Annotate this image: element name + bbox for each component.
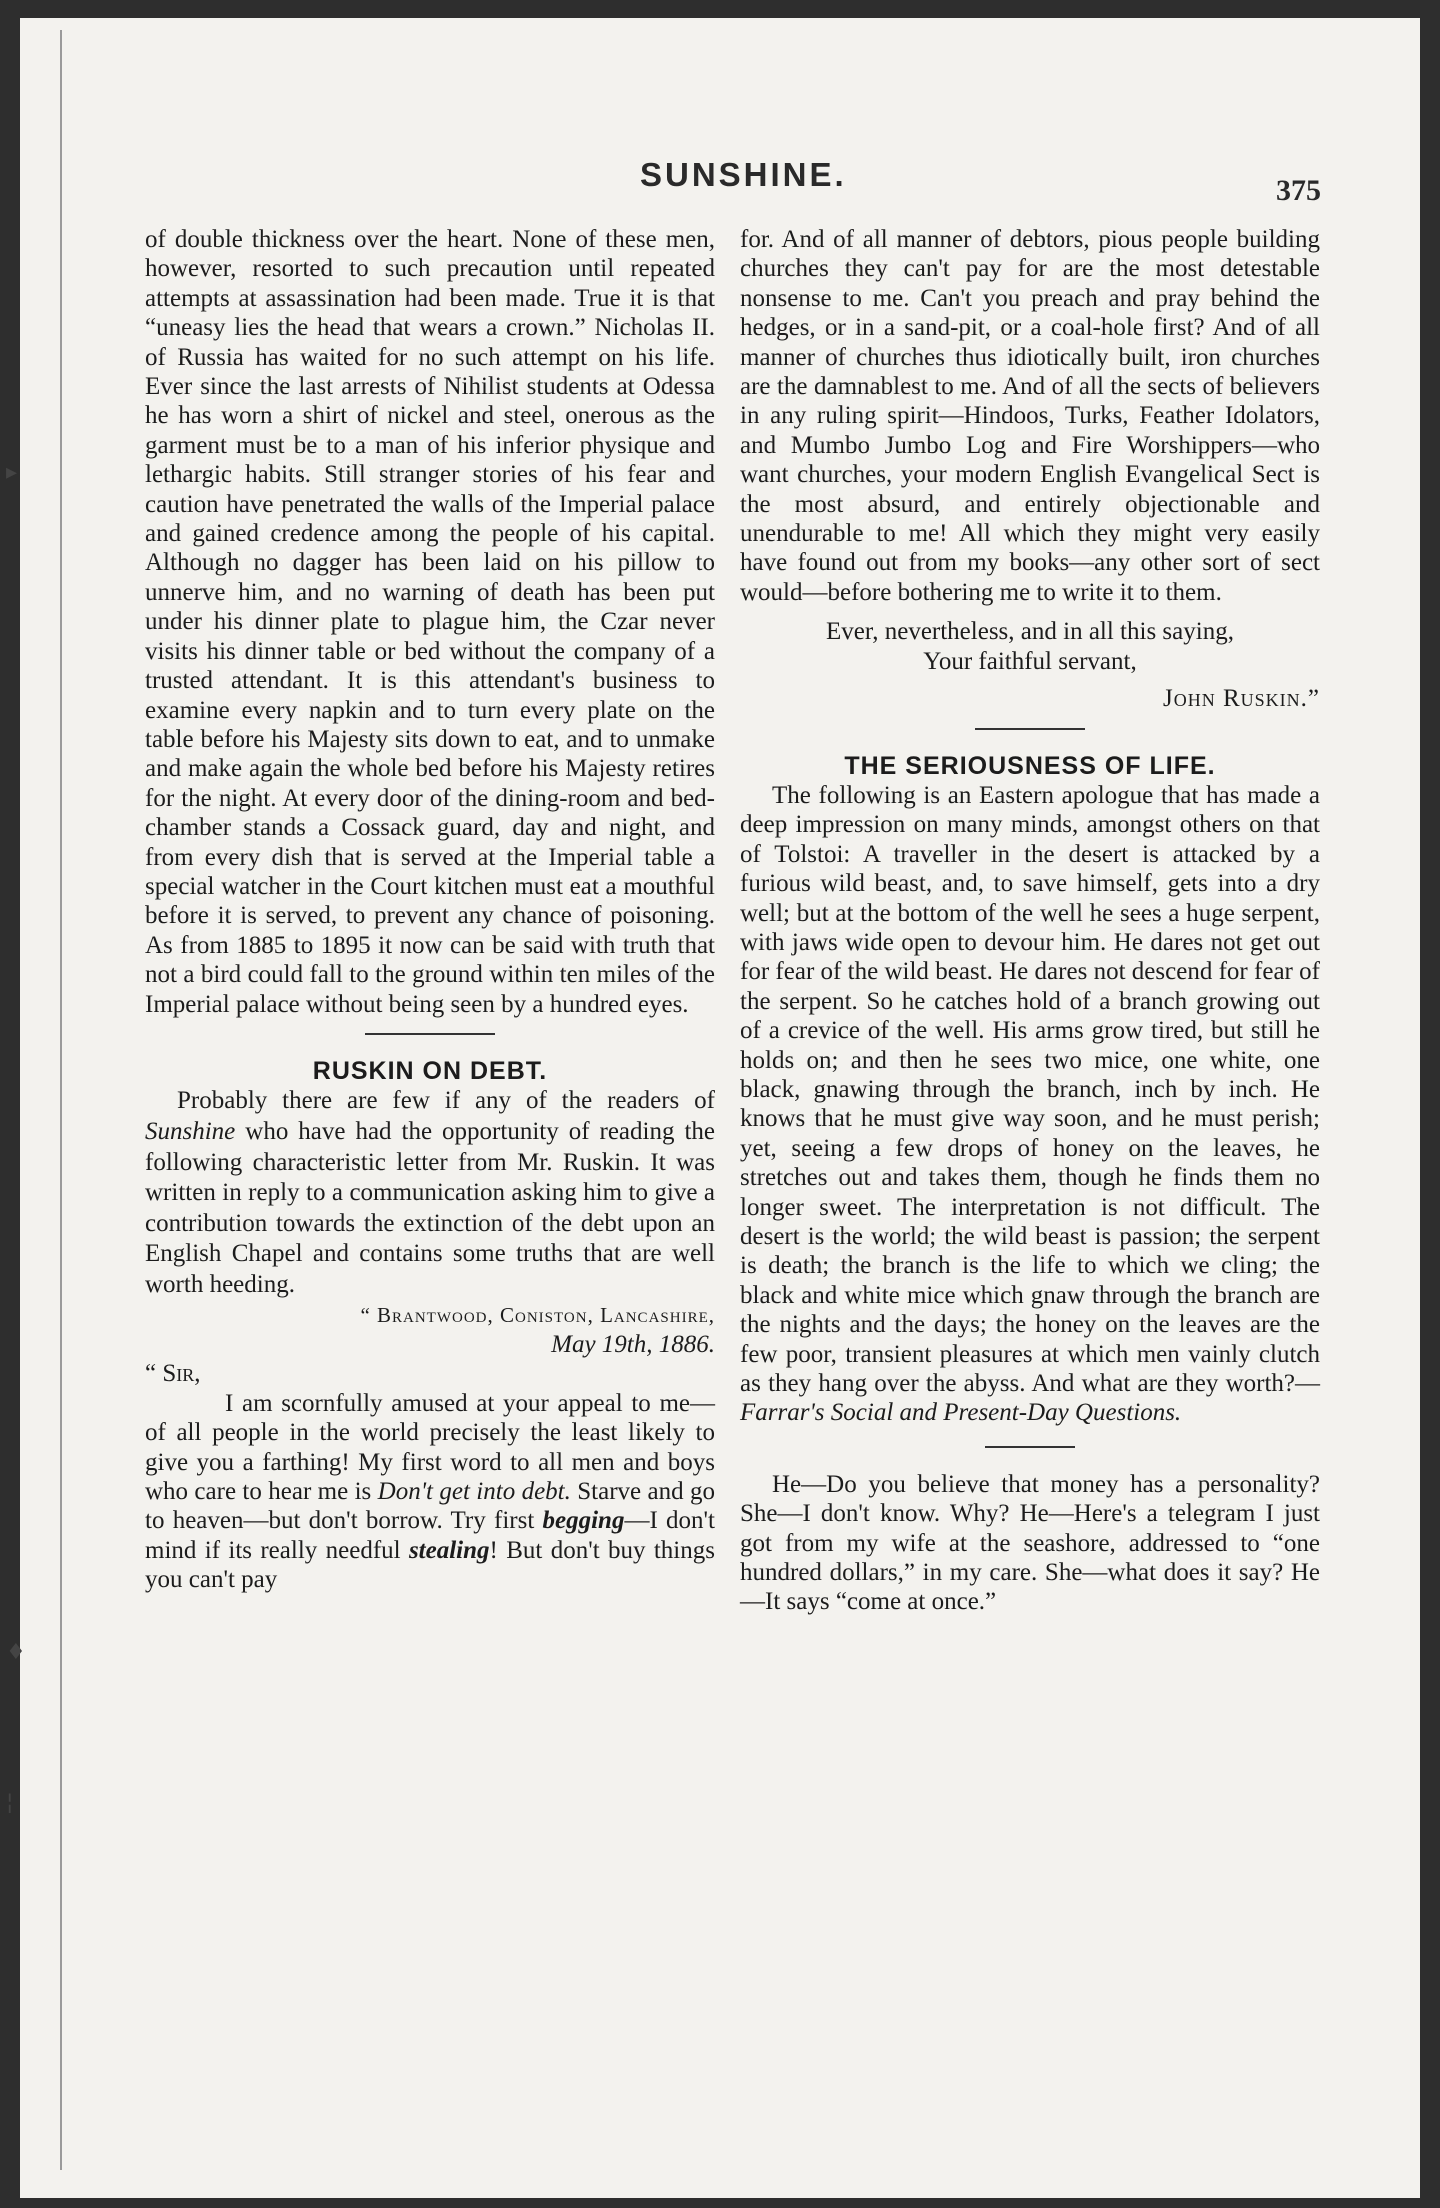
sunshine-title: Sunshine: [145, 1117, 236, 1145]
running-title: SUNSHINE.: [640, 156, 847, 193]
joke-paragraph: He—Do you believe that money has a personality? She—I don't know. Why? He—Here's a telegram I just got from my wife at the seashore, addressed to “one hundred dollars,” in my care. She—what does it say? He—It says “come at once.”: [740, 1470, 1320, 1616]
letter-body: I am scornfully amused at your appeal to me—of all people in the world precisely the least likely to give you a farthing! My first word to all men and boys who care to hear me is Don't get into debt. Starve and go to heaven—but don't borrow. Try first begging—I don't mind if its really needful stealing! But don't buy things you can't pay: [145, 1389, 716, 1594]
section-divider: [975, 728, 1085, 730]
margin-mark-2: ♦: [6, 1640, 26, 1665]
letter-closing-1: Ever, nevertheless, and in all this saying,: [826, 618, 1234, 646]
section-divider: [365, 1033, 495, 1035]
ruskin-letter-continued: for. And of all manner of debtors, pious people building churches they can't pay for are the most detestable nonsense to me. Can't you preach and pray behind the hedges, or in a sand-pit, or a coal-hole first? And of all manner of churches thus idiotically built, iron churches are the damnablest to me. And of all the sects of believers in any ruling spirit—Hindoos, Turks, Feather Idolators, and Mumbo Jumbo Log and Fire Worshippers—who want churches, your modern English Evangelical Sect is the most absurd, and entirely objectionable and unendurable to me! All which they might very easily have found out from my books—any other sort of sect would—before bothering me to write it to them.: [740, 226, 1320, 606]
letter-emphasis: Don't get into debt.: [377, 1477, 571, 1505]
page-number: 375: [1276, 174, 1321, 207]
letter-date: May 19th, 1886.: [551, 1330, 715, 1358]
margin-mark-1: ▸: [6, 460, 18, 485]
letter-address: “ Brantwood, Coniston, Lancashire,: [360, 1302, 715, 1327]
czar-article-continuation: of double thickness over the heart. None of these men, however, resorted to such precaution until repeated attempts at assassination had been made. True it is that “uneasy lies the head that wears a crown.” Nicholas II. of Russia has waited for no such attempt on his life. Ever since the last arrests of Nihilist students at Odessa he has worn a shirt of nickel and steel, onerous as the garment must be to a man of his inferior physique and lethargic habits. Still stranger stories of his fear and caution have penetrated the walls of the Imperial palace and gained credence among the people of his capital. Although no dagger has been laid on his pillow to unnerve him, and no warning of death has been put under his dinner plate to plague him, the Czar never visits his dinner table or bed without the company of a trusted attendant. It is this attendant's business to examine every napkin and to turn every plate on the table before his Majesty sits down to eat, and to unmake and make again the whole bed before his Majesty retires for the night. At every door of the dining-room and bed-chamber stands a Cossack guard, day and night, and from every dish that is served at the Imperial table a special watcher in the Court kitchen must eat a mouthful before it is served, to prevent any chance of poisoning. As from 1885 to 1895 it now can be said with truth that not a bird could fall to the ground within ten miles of the Imperial palace without being seen by a hundred eyes.: [145, 226, 715, 1018]
letter-salutation: “ Sir,: [145, 1360, 201, 1388]
left-column: [145, 225, 715, 1595]
letter-closing-2: Your faithful servant,: [923, 647, 1137, 675]
ruskin-intro: Probably there are few if any of the readers of Sunshine who have had the opportunity of reading the following characteristic letter from Mr. Ruskin. It was written in reply to a communication asking him to give a contribution towards the extinction of the debt upon an English Chapel and contains some truths that are well worth heeding.: [145, 1087, 715, 1298]
letter-stealing: stealing: [408, 1536, 490, 1564]
letter-begging: begging: [542, 1507, 625, 1535]
margin-mark-3: ¦: [6, 1790, 14, 1815]
seriousness-heading: THE SERIOUSNESS OF LIFE.: [844, 751, 1216, 780]
seriousness-body: The following is an Eastern apologue that has made a deep impression on many minds, amongst others on that of Tolstoi: A traveller in the desert is attacked by a furious wild beast, and, to save himself, gets into a dry well; but at the bottom of the well he sees a huge serpent, with jaws wide open to devour him. He dares not get out for fear of the wild beast. He dares not descend for fear of the serpent. So he catches hold of a branch growing out of a crevice of the well. His arms grow tired, but still he holds on; and then he sees two mice, one white, one black, gnawing through the branch, inch by inch. He knows that he must give way soon, and he must perish; yet, seeing a few drops of honey on the leaves, he stretches out and takes them, though he finds them no longer sweet. The interpretation is not difficult. The desert is the world; the wild beast is passion; the serpent is death; the branch is the life to which we cling; the black and white mice which gnaw through the branch are the nights and the days; the honey on the leaves are the few poor, transient pleasures at which men vainly clutch as they hang over the abyss. And what are they worth?—Farrar's Social and Present-Day Questions.: [740, 781, 1320, 1427]
seriousness-source: Farrar's Social and Present-Day Questions.: [740, 1399, 1182, 1427]
section-divider: [985, 1446, 1075, 1448]
ruskin-heading: RUSKIN ON DEBT.: [312, 1056, 548, 1085]
letter-signature: John Ruskin.”: [1163, 685, 1320, 713]
right-column: [740, 225, 1320, 1617]
page-gutter-line: [60, 30, 62, 2170]
